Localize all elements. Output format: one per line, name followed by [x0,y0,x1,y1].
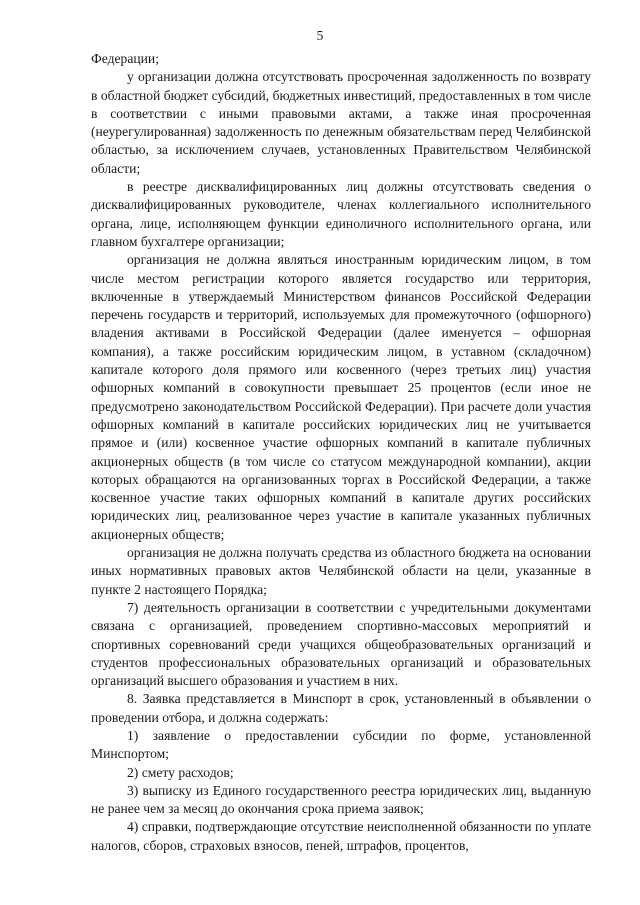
paragraph-overdue-debt: у организации должна отсутствовать просроченная задолженность по возврату в областной бюджет субсидий, бюджетных инвестиций, предоставленных в том числе в соответствии с иными правовыми актами, а также иная просроченная (неурегулированная) задолженность по денежным обязательствам перед Челябинской областью, за исключением случаев, установленных Правительством Челябинской области; [91,69,591,176]
page-number: 5 [316,28,324,43]
paragraph-item-8: 8. Заявка представляется в Минспорт в срок, установленный в объявлении о проведении отбора, и должна содержать: [91,691,591,725]
paragraph-disqualified-persons: в реестре дисквалифицированных лиц должны отсутствовать сведения о дисквалифицированных руководителе, членах коллегиального исполнительного органа, лице, исполняющем функции единоличного исполнительного органа, или главном бухгалтере организации; [91,179,591,249]
paragraph-other-funding: организация не должна получать средства из областного бюджета на основании иных нормативных правовых актов Челябинской области на цели, указанные в пункте 2 настоящего Порядка; [91,545,591,597]
document-body [91,50,591,855]
paragraph-offshore-companies: организация не должна являться иностранным юридическим лицом, в том числе местом регистрации которого является государство или территория, включенные в утверждаемый Министерством финансов Российской Федерации перечень государств и территорий, используемых для промежуточного (офшорного) владения активами в Российской Федерации (далее именуется – офшорная компания), а также российским юридическим лицом, в уставном (складочном) капитале которого доля прямого или косвенного (через третьих лиц) участия офшорных компаний в совокупности превышает 25 процентов (если иное не предусмотрено законодательством Российской Федерации). При расчете доли участия офшорных компаний в капитале российских юридических лиц не учитывается прямое и (или) косвенное участие офшорных компаний в капитале публичных акционерных обществ (в том числе со статусом международной компании), акции которых обращаются на организованных торгах в Российской Федерации, а также косвенное участие таких офшорных компаний в капитале других российских юридических лиц, реализованное через участие в капитале указанных публичных акционерных обществ; [91,252,591,542]
paragraph-continuation: Федерации; [91,51,159,66]
list-item-3: 3) выписку из Единого государственного реестра юридических лиц, выданную не ранее чем за месяц до окончания срока приема заявок; [91,782,591,817]
list-item-4: 4) справки, подтверждающие отсутствие неисполненной обязанности по уплате налогов, сборов, страховых взносов, пеней, штрафов, процентов, [91,819,591,853]
list-item-2: 2) смету расходов; [127,764,234,780]
list-item-1: 1) заявление о предоставлении субсидии по форме, установленной Минспортом; [91,727,591,762]
paragraph-item-7: 7) деятельность организации в соответствии с учредительными документами связана с организацией, проведением спортивно-массовых мероприятий и спортивных соревнований среди учащихся общеобразовательных организаций и студентов профессиональных образовательных организаций и образовательных организаций высшего образования и участием в них. [91,599,591,689]
